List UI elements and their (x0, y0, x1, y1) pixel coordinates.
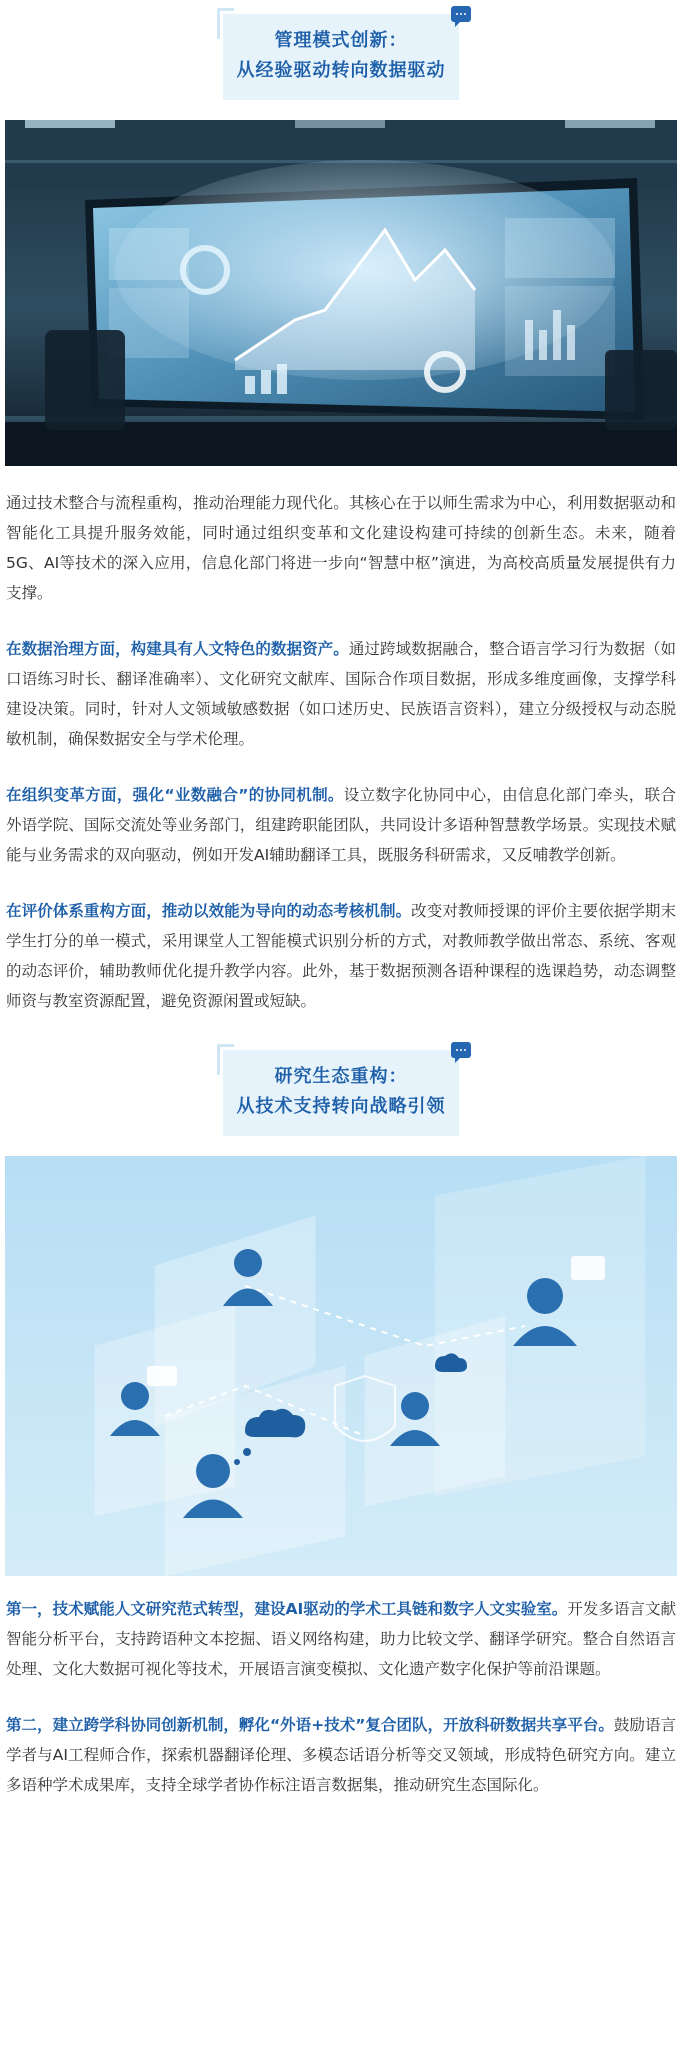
section-heading-box (223, 14, 459, 100)
section-heading (223, 1036, 459, 1136)
section-heading-box (223, 1050, 459, 1136)
chat-bubble-icon (451, 6, 471, 22)
heading-line-1: 管理模式创新： (274, 30, 408, 51)
paragraph-lead: 在组织变革方面，强化“业数融合”的协同机制。 (6, 786, 344, 804)
paragraph (0, 1710, 682, 1800)
paragraph (0, 634, 682, 754)
paragraph (0, 1594, 682, 1684)
section-research (0, 1036, 682, 1800)
paragraph-text: 开发多语言文献智能分析平台，支持跨语种文本挖掘、语义网络构建，助力比较文学、翻译学研究。整合自然语言处理、文化大数据可视化等技术，开展语言演变模拟、文化遗产数字化保护等前沿课题。 (6, 1600, 676, 1678)
section-heading (223, 0, 459, 100)
paragraph-text: 鼓励语言学者与AI工程师合作，探索机器翻译伦理、多模态话语分析等交叉领域，形成特色研究方向。建立多语种学术成果库，支持全球学者协作标注语言数据集，推动研究生态国际化。 (6, 1716, 676, 1794)
paragraph (0, 488, 682, 608)
heading-line-2: 从技术支持转向战略引领 (236, 1096, 446, 1117)
paragraph (0, 896, 682, 1016)
paragraph-text: 通过技术整合与流程重构，推动治理能力现代化。其核心在于以师生需求为中心，利用数据驱动和智能化工具提升服务效能，同时通过组织变革和文化建设构建可持续的创新生态。未来，随着5G、AI等技术的深入应用，信息化部门将进一步向“智慧中枢”演进，为高校高质量发展提供有力支撑。 (6, 494, 676, 602)
paragraph (0, 780, 682, 870)
heading-line-1: 研究生态重构： (274, 1066, 408, 1087)
dashboard-image (5, 120, 677, 466)
paragraph-text: 改变对教师授课的评价主要依据学期末学生打分的单一模式，采用课堂人工智能模式识别分析的方式，对教师教学做出常态、系统、客观的动态评价，辅助教师优化提升教学内容。此外，基于数据预测各语种课程的选课趋势，动态调整师资与教室资源配置，避免资源闲置或短缺。 (6, 902, 676, 1010)
paragraph-lead: 在数据治理方面，构建具有人文特色的数据资产。 (6, 640, 349, 658)
paragraph-lead: 第二，建立跨学科协同创新机制，孵化“外语+技术”复合团队，开放科研数据共享平台。 (6, 1716, 614, 1734)
section-management (0, 0, 682, 1016)
heading-line-2: 从经验驱动转向数据驱动 (236, 60, 446, 81)
paragraph-lead: 第一，技术赋能人文研究范式转型，建设AI驱动的学术工具链和数字人文实验室。 (6, 1600, 568, 1618)
paragraph-lead: 在评价体系重构方面，推动以效能为导向的动态考核机制。 (6, 902, 412, 920)
paragraph-text: 通过跨域数据融合，整合语言学习行为数据（如口语练习时长、翻译准确率）、文化研究文献库、国际合作项目数据，形成多维度画像，支撑学科建设决策。同时，针对人文领域敏感数据（如口述历史、民族语言资料），建立分级授权与动态脱敏机制，确保数据安全与学术伦理。 (6, 640, 676, 748)
collaboration-illustration (5, 1156, 677, 1576)
paragraph-text: 设立数字化协同中心，由信息化部门牵头，联合外语学院、国际交流处等业务部门，组建跨职能团队，共同设计多语种智慧教学场景。实现技术赋能与业务需求的双向驱动，例如开发AI辅助翻译工具，既服务科研需求，又反哺教学创新。 (6, 786, 676, 864)
chat-bubble-icon (451, 1042, 471, 1058)
